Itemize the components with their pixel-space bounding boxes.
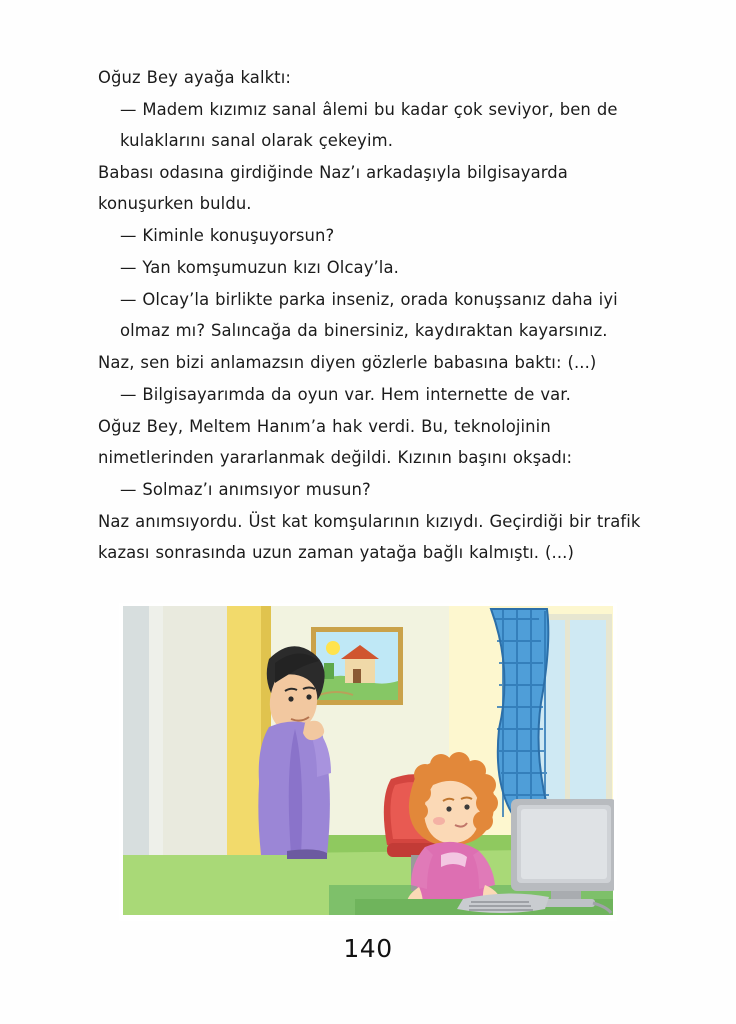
paragraph: Oğuz Bey, Meltem Hanım’a hak verdi. Bu, teknolojinin nimetlerinden yararlanmak değildi. Kızının başını okşadı: — [98, 417, 573, 467]
paragraph: Naz, sen bizi anlamazsın diyen gözlerle babasına baktı: (...) — [98, 353, 597, 372]
paragraph: Babası odasına girdiğinde Naz’ı arkadaşıyla bilgisayarda konuşurken buldu. — [98, 163, 568, 213]
page-number: 140 — [343, 934, 393, 963]
paragraph: — Solmaz’ı anımsıyor musun? — [120, 480, 371, 499]
paragraph: Oğuz Bey ayağa kalktı: — [98, 68, 291, 87]
paragraph: — Madem kızımız sanal âlemi bu kadar çok seviyor, ben de kulaklarını sanal olarak çekeyim. — [120, 100, 618, 150]
paragraph: — Yan komşumuzun kızı Olcay’la. — [120, 258, 399, 277]
paragraph: — Kiminle konuşuyorsun? — [120, 226, 335, 245]
paragraph: — Olcay’la birlikte parka inseniz, orada konuşsanız daha iyi olmaz mı? Salıncağa da binersiniz, kaydıraktan kayarsınız. — [120, 290, 618, 340]
paragraph: — Bilgisayarımda da oyun var. Hem internette de var. — [120, 385, 571, 404]
window-and-curtain — [491, 609, 609, 821]
illustration — [119, 603, 617, 921]
body-text — [98, 62, 664, 569]
girl-figure — [407, 752, 501, 905]
computer-monitor — [511, 799, 617, 907]
illustration-svg — [119, 603, 617, 921]
man-figure — [258, 646, 331, 859]
wall-picture — [311, 627, 403, 705]
paragraph: Naz anımsıyordu. Üst kat komşularının kızıydı. Geçirdiği bir trafik kazası sonrasında uzun zaman yatağa bağlı kalmıştı. (...) — [98, 512, 641, 562]
